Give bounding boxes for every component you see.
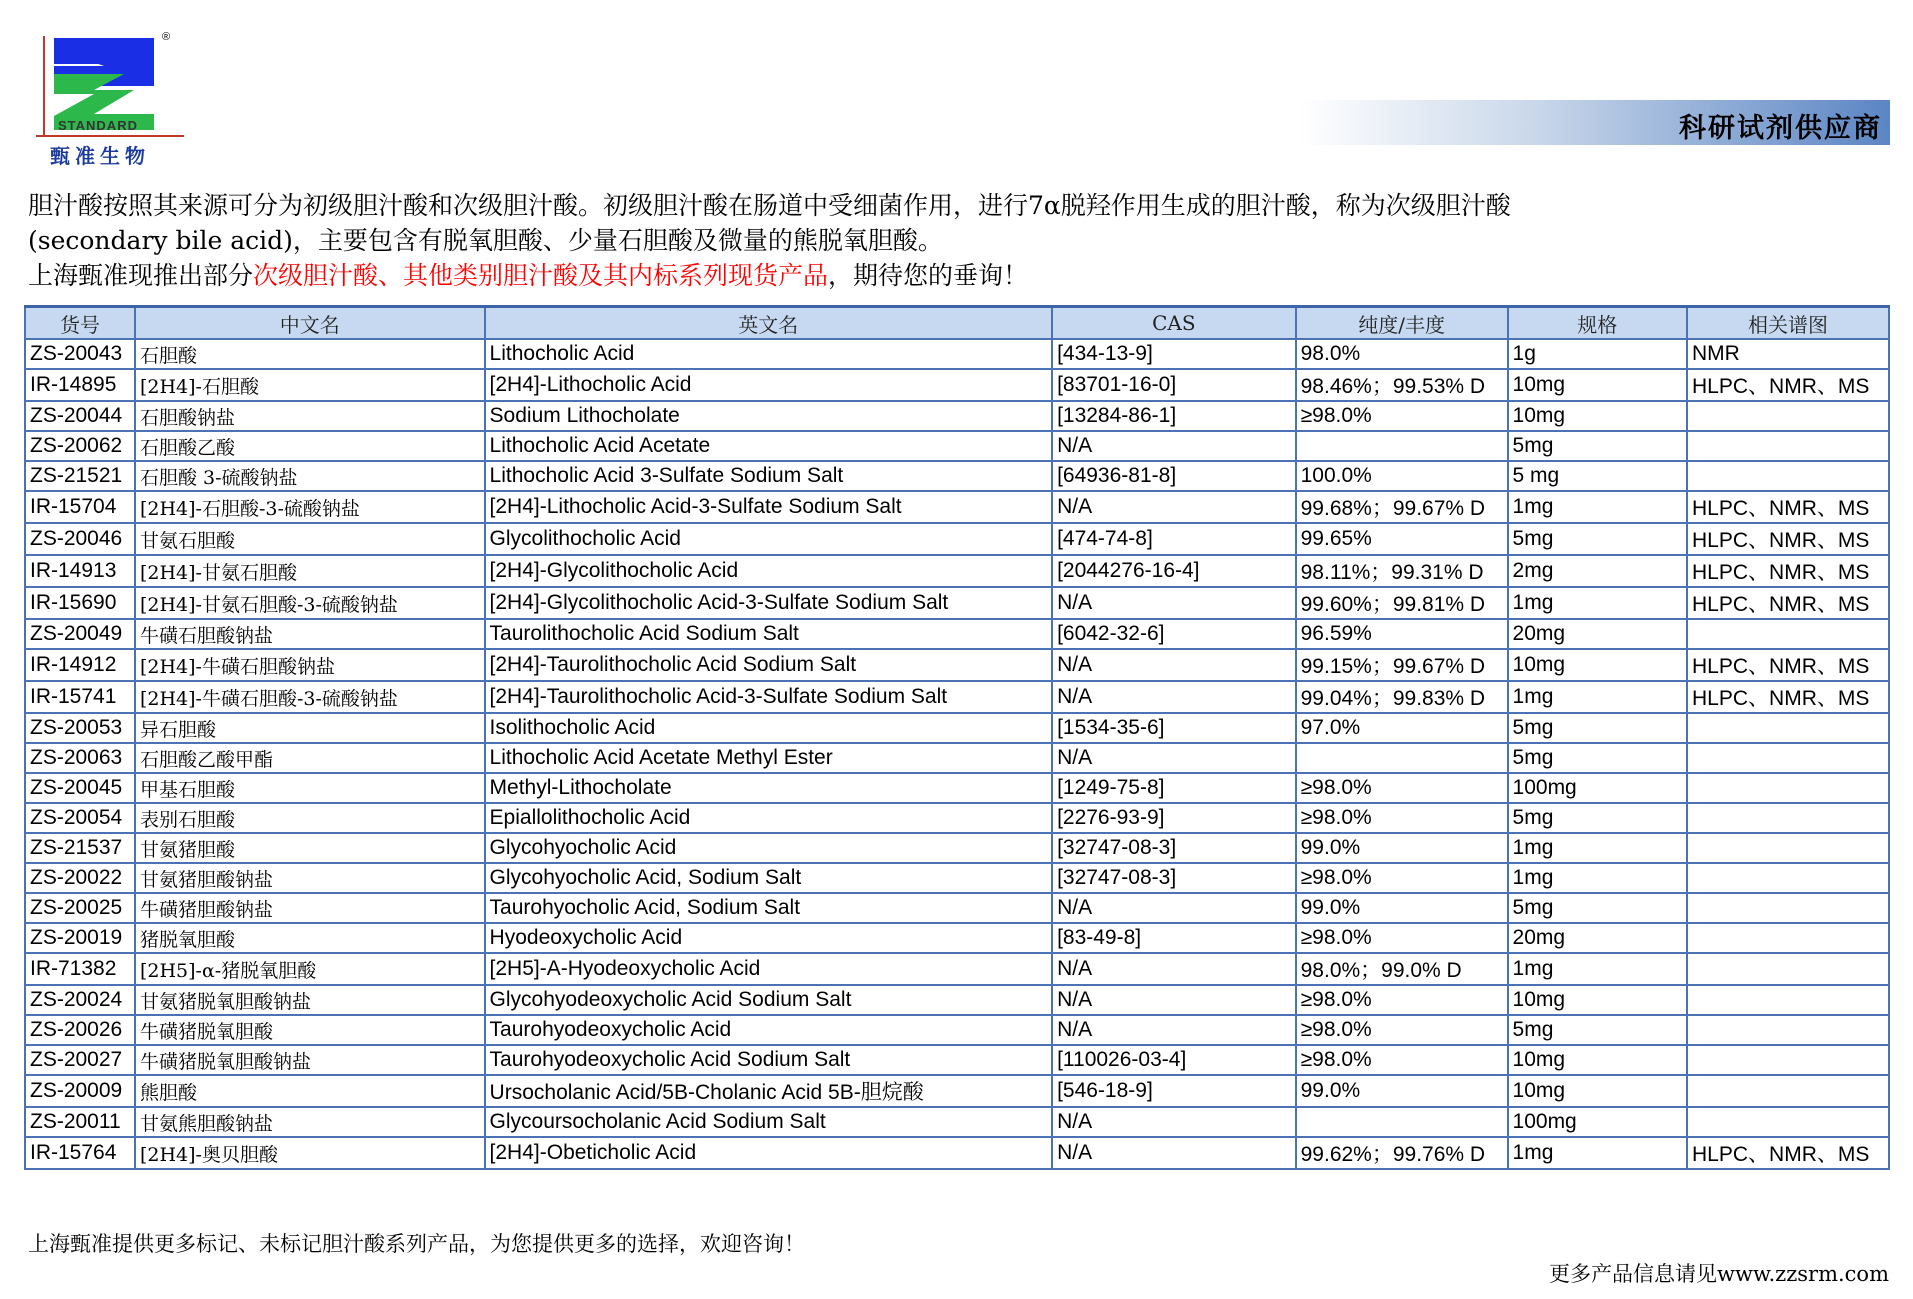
- cell-item-no: ZS-20024: [25, 985, 135, 1015]
- cell-chinese-name: [2H4]-牛磺石胆酸钠盐: [135, 649, 485, 681]
- cell-spec: 5mg: [1508, 1015, 1687, 1045]
- cell-cas: [13284-86-1]: [1052, 401, 1296, 431]
- cell-spec: 1mg: [1508, 681, 1687, 713]
- cell-spectra: HLPC、NMR、MS: [1687, 555, 1889, 587]
- cell-spec: 100mg: [1508, 773, 1687, 803]
- cell-chinese-name: [2H4]-甘氨石胆酸: [135, 555, 485, 587]
- cell-cas: N/A: [1052, 1107, 1296, 1137]
- cell-english-name: [2H4]-Glycolithocholic Acid: [485, 555, 1053, 587]
- cell-spectra: [1687, 1075, 1889, 1107]
- cell-spec: 10mg: [1508, 369, 1687, 401]
- cell-purity: 99.15%；99.67% D: [1296, 649, 1508, 681]
- cell-item-no: IR-15690: [25, 587, 135, 619]
- cell-purity: 99.0%: [1296, 893, 1508, 923]
- cell-spectra: HLPC、NMR、MS: [1687, 369, 1889, 401]
- cell-spec: 5mg: [1508, 713, 1687, 743]
- cell-chinese-name: 熊胆酸: [135, 1075, 485, 1107]
- cell-chinese-name: 石胆酸乙酸: [135, 431, 485, 461]
- cell-spec: 5mg: [1508, 893, 1687, 923]
- cell-english-name: [2H4]-Lithocholic Acid-3-Sulfate Sodium Salt: [485, 491, 1053, 523]
- cell-cas: [110026-03-4]: [1052, 1045, 1296, 1075]
- table-row: [25, 743, 1889, 773]
- cell-spectra: [1687, 923, 1889, 953]
- logo-brand-en: STANDARD: [58, 118, 138, 133]
- cell-spec: 5mg: [1508, 431, 1687, 461]
- cell-chinese-name: 石胆酸 3-硫酸钠盐: [135, 461, 485, 491]
- cell-spec: 1mg: [1508, 953, 1687, 985]
- cell-english-name: [2H4]-Taurolithocholic Acid-3-Sulfate Sodium Salt: [485, 681, 1053, 713]
- cell-english-name: [2H4]-Taurolithocholic Acid Sodium Salt: [485, 649, 1053, 681]
- cell-item-no: ZS-20022: [25, 863, 135, 893]
- intro-line-2: (secondary bile acid)，主要包含有脱氧胆酸、少量石胆酸及微量的熊脱氧胆酸。: [28, 226, 943, 255]
- table-row: [25, 491, 1889, 523]
- cell-cas: [64936-81-8]: [1052, 461, 1296, 491]
- cell-item-no: IR-71382: [25, 953, 135, 985]
- cell-spectra: [1687, 833, 1889, 863]
- cell-item-no: ZS-20062: [25, 431, 135, 461]
- cell-purity: 99.62%；99.76% D: [1296, 1137, 1508, 1169]
- cell-spec: 1mg: [1508, 587, 1687, 619]
- cell-purity: 98.0%；99.0% D: [1296, 953, 1508, 985]
- cell-spec: 1g: [1508, 339, 1687, 369]
- cell-spec: 100mg: [1508, 1107, 1687, 1137]
- cell-chinese-name: [2H4]-牛磺石胆酸-3-硫酸钠盐: [135, 681, 485, 713]
- cell-purity: 99.0%: [1296, 833, 1508, 863]
- cell-item-no: IR-14912: [25, 649, 135, 681]
- cell-spectra: [1687, 431, 1889, 461]
- cell-chinese-name: 甘氨猪胆酸钠盐: [135, 863, 485, 893]
- cell-spectra: HLPC、NMR、MS: [1687, 491, 1889, 523]
- cell-chinese-name: 表别石胆酸: [135, 803, 485, 833]
- cell-spec: 1mg: [1508, 863, 1687, 893]
- table-row: [25, 649, 1889, 681]
- column-header-item-no: 货号: [25, 307, 135, 340]
- cell-english-name: Lithocholic Acid: [485, 339, 1053, 369]
- company-logo: [34, 28, 194, 168]
- cell-purity: ≥98.0%: [1296, 923, 1508, 953]
- cell-cas: N/A: [1052, 1015, 1296, 1045]
- cell-item-no: ZS-20027: [25, 1045, 135, 1075]
- cell-spec: 1mg: [1508, 491, 1687, 523]
- cell-english-name: [2H4]-Glycolithocholic Acid-3-Sulfate Sodium Salt: [485, 587, 1053, 619]
- cell-spec: 20mg: [1508, 923, 1687, 953]
- cell-english-name: Ursocholanic Acid/5B-Cholanic Acid 5B-胆烷酸: [485, 1075, 1053, 1107]
- cell-english-name: Glycolithocholic Acid: [485, 523, 1053, 555]
- cell-english-name: Taurohyocholic Acid, Sodium Salt: [485, 893, 1053, 923]
- cell-spec: 2mg: [1508, 555, 1687, 587]
- cell-purity: 99.0%: [1296, 1075, 1508, 1107]
- table-row: [25, 681, 1889, 713]
- cell-english-name: Glycohyocholic Acid, Sodium Salt: [485, 863, 1053, 893]
- cell-purity: 99.04%；99.83% D: [1296, 681, 1508, 713]
- cell-spectra: HLPC、NMR、MS: [1687, 1137, 1889, 1169]
- cell-purity: ≥98.0%: [1296, 401, 1508, 431]
- table-row: [25, 713, 1889, 743]
- cell-chinese-name: 牛磺猪脱氧胆酸钠盐: [135, 1045, 485, 1075]
- cell-cas: N/A: [1052, 985, 1296, 1015]
- banner-text: 科研试剂供应商: [1679, 113, 1882, 144]
- table-row: [25, 587, 1889, 619]
- cell-english-name: Lithocholic Acid Acetate: [485, 431, 1053, 461]
- cell-cas: [474-74-8]: [1052, 523, 1296, 555]
- table-row: [25, 1015, 1889, 1045]
- table-row: [25, 619, 1889, 649]
- cell-chinese-name: 石胆酸乙酸甲酯: [135, 743, 485, 773]
- cell-cas: [32747-08-3]: [1052, 863, 1296, 893]
- cell-english-name: [2H4]-Obeticholic Acid: [485, 1137, 1053, 1169]
- column-header-spec: 规格: [1508, 307, 1687, 340]
- cell-chinese-name: 牛磺猪胆酸钠盐: [135, 893, 485, 923]
- cell-purity: [1296, 743, 1508, 773]
- cell-cas: N/A: [1052, 587, 1296, 619]
- cell-item-no: ZS-20045: [25, 773, 135, 803]
- cell-cas: N/A: [1052, 1137, 1296, 1169]
- cell-spectra: [1687, 1045, 1889, 1075]
- intro-line-3: [28, 258, 1888, 293]
- cell-spec: 10mg: [1508, 401, 1687, 431]
- cell-chinese-name: 异石胆酸: [135, 713, 485, 743]
- intro-paragraph: [28, 188, 1888, 293]
- cell-chinese-name: 甘氨石胆酸: [135, 523, 485, 555]
- header-banner: [1300, 100, 1890, 145]
- cell-cas: [83-49-8]: [1052, 923, 1296, 953]
- cell-spectra: [1687, 985, 1889, 1015]
- table-row: [25, 369, 1889, 401]
- cell-chinese-name: [2H4]-石胆酸: [135, 369, 485, 401]
- cell-spectra: [1687, 953, 1889, 985]
- cell-cas: N/A: [1052, 953, 1296, 985]
- table-row: [25, 523, 1889, 555]
- cell-spectra: [1687, 461, 1889, 491]
- cell-purity: 98.11%；99.31% D: [1296, 555, 1508, 587]
- table-row: [25, 893, 1889, 923]
- cell-item-no: IR-15764: [25, 1137, 135, 1169]
- table-row: [25, 1137, 1889, 1169]
- cell-purity: 99.68%；99.67% D: [1296, 491, 1508, 523]
- table-row: [25, 803, 1889, 833]
- cell-item-no: IR-14913: [25, 555, 135, 587]
- cell-english-name: Glycohyocholic Acid: [485, 833, 1053, 863]
- cell-item-no: IR-15741: [25, 681, 135, 713]
- cell-chinese-name: 牛磺石胆酸钠盐: [135, 619, 485, 649]
- cell-english-name: Epiallolithocholic Acid: [485, 803, 1053, 833]
- cell-purity: 97.0%: [1296, 713, 1508, 743]
- cell-item-no: ZS-20009: [25, 1075, 135, 1107]
- cell-chinese-name: 牛磺猪脱氧胆酸: [135, 1015, 485, 1045]
- cell-spectra: HLPC、NMR、MS: [1687, 587, 1889, 619]
- cell-english-name: Sodium Lithocholate: [485, 401, 1053, 431]
- cell-item-no: ZS-20044: [25, 401, 135, 431]
- cell-cas: [1534-35-6]: [1052, 713, 1296, 743]
- cell-chinese-name: 石胆酸钠盐: [135, 401, 485, 431]
- cell-spectra: [1687, 1015, 1889, 1045]
- cell-item-no: ZS-20053: [25, 713, 135, 743]
- cell-english-name: Hyodeoxycholic Acid: [485, 923, 1053, 953]
- logo-brand-cn: 甄准生物: [50, 144, 150, 168]
- cell-cas: [32747-08-3]: [1052, 833, 1296, 863]
- footer-note: 上海甄准提供更多标记、未标记胆汁酸系列产品，为您提供更多的选择，欢迎咨询！: [28, 1232, 805, 1256]
- cell-english-name: Lithocholic Acid 3-Sulfate Sodium Salt: [485, 461, 1053, 491]
- cell-spectra: [1687, 863, 1889, 893]
- cell-english-name: Taurolithocholic Acid Sodium Salt: [485, 619, 1053, 649]
- cell-item-no: ZS-20043: [25, 339, 135, 369]
- cell-spec: 10mg: [1508, 649, 1687, 681]
- cell-spectra: HLPC、NMR、MS: [1687, 649, 1889, 681]
- cell-spec: 1mg: [1508, 833, 1687, 863]
- table-row: [25, 1107, 1889, 1137]
- cell-spec: 10mg: [1508, 1075, 1687, 1107]
- cell-purity: [1296, 1107, 1508, 1137]
- cell-spectra: HLPC、NMR、MS: [1687, 523, 1889, 555]
- footer-website[interactable]: 更多产品信息请见www.zzsrm.com: [1549, 1262, 1889, 1286]
- cell-spec: 5mg: [1508, 803, 1687, 833]
- table-row: [25, 401, 1889, 431]
- cell-purity: ≥98.0%: [1296, 803, 1508, 833]
- cell-purity: 99.60%；99.81% D: [1296, 587, 1508, 619]
- cell-item-no: ZS-20026: [25, 1015, 135, 1045]
- table-row: [25, 833, 1889, 863]
- cell-item-no: ZS-21521: [25, 461, 135, 491]
- cell-purity: 100.0%: [1296, 461, 1508, 491]
- cell-chinese-name: 甘氨猪胆酸: [135, 833, 485, 863]
- cell-item-no: ZS-20054: [25, 803, 135, 833]
- table-row: [25, 923, 1889, 953]
- cell-chinese-name: 甲基石胆酸: [135, 773, 485, 803]
- intro-line-1: 胆汁酸按照其来源可分为初级胆汁酸和次级胆汁酸。初级胆汁酸在肠道中受细菌作用，进行7α脱羟作用生成的胆汁酸，称为次级胆汁酸: [28, 191, 1511, 220]
- cell-english-name: [2H4]-Lithocholic Acid: [485, 369, 1053, 401]
- cell-purity: ≥98.0%: [1296, 863, 1508, 893]
- cell-cas: [2044276-16-4]: [1052, 555, 1296, 587]
- cell-chinese-name: 石胆酸: [135, 339, 485, 369]
- cell-spectra: [1687, 1107, 1889, 1137]
- cell-spec: 5mg: [1508, 523, 1687, 555]
- cell-english-name: Glycoursocholanic Acid Sodium Salt: [485, 1107, 1053, 1137]
- cell-cas: N/A: [1052, 491, 1296, 523]
- cell-spec: 5mg: [1508, 743, 1687, 773]
- table-row: [25, 1075, 1889, 1107]
- cell-cas: N/A: [1052, 649, 1296, 681]
- cell-item-no: ZS-21537: [25, 833, 135, 863]
- cell-cas: N/A: [1052, 743, 1296, 773]
- column-header-spectra: 相关谱图: [1687, 307, 1889, 340]
- cell-spectra: [1687, 401, 1889, 431]
- cell-spectra: [1687, 713, 1889, 743]
- cell-item-no: ZS-20011: [25, 1107, 135, 1137]
- cell-chinese-name: 甘氨猪脱氧胆酸钠盐: [135, 985, 485, 1015]
- cell-spec: 1mg: [1508, 1137, 1687, 1169]
- table-row: [25, 461, 1889, 491]
- table-header-row: [25, 307, 1889, 340]
- cell-spec: 10mg: [1508, 1045, 1687, 1075]
- cell-cas: [434-13-9]: [1052, 339, 1296, 369]
- cell-item-no: ZS-20063: [25, 743, 135, 773]
- cell-spectra: [1687, 619, 1889, 649]
- cell-english-name: Lithocholic Acid Acetate Methyl Ester: [485, 743, 1053, 773]
- cell-item-no: ZS-20019: [25, 923, 135, 953]
- cell-item-no: IR-15704: [25, 491, 135, 523]
- cell-english-name: Taurohyodeoxycholic Acid Sodium Salt: [485, 1045, 1053, 1075]
- product-table: [24, 305, 1890, 1170]
- cell-purity: [1296, 431, 1508, 461]
- cell-spectra: NMR: [1687, 339, 1889, 369]
- table-row: [25, 773, 1889, 803]
- cell-purity: ≥98.0%: [1296, 773, 1508, 803]
- cell-chinese-name: [2H4]-甘氨石胆酸-3-硫酸钠盐: [135, 587, 485, 619]
- cell-cas: [83701-16-0]: [1052, 369, 1296, 401]
- column-header-chinese-name: 中文名: [135, 307, 485, 340]
- cell-spec: 5 mg: [1508, 461, 1687, 491]
- cell-cas: [6042-32-6]: [1052, 619, 1296, 649]
- cell-cas: [2276-93-9]: [1052, 803, 1296, 833]
- cell-purity: 98.0%: [1296, 339, 1508, 369]
- cell-chinese-name: [2H4]-石胆酸-3-硫酸钠盐: [135, 491, 485, 523]
- table-row: [25, 953, 1889, 985]
- cell-english-name: Isolithocholic Acid: [485, 713, 1053, 743]
- cell-spectra: [1687, 743, 1889, 773]
- cell-cas: N/A: [1052, 893, 1296, 923]
- cell-purity: ≥98.0%: [1296, 1045, 1508, 1075]
- table-row: [25, 339, 1889, 369]
- cell-purity: ≥98.0%: [1296, 1015, 1508, 1045]
- cell-chinese-name: 猪脱氧胆酸: [135, 923, 485, 953]
- registered-mark: ®: [162, 31, 171, 43]
- cell-cas: [1249-75-8]: [1052, 773, 1296, 803]
- table-row: [25, 431, 1889, 461]
- cell-purity: ≥98.0%: [1296, 985, 1508, 1015]
- cell-chinese-name: 甘氨熊胆酸钠盐: [135, 1107, 485, 1137]
- cell-cas: N/A: [1052, 681, 1296, 713]
- cell-item-no: ZS-20049: [25, 619, 135, 649]
- cell-spectra: HLPC、NMR、MS: [1687, 681, 1889, 713]
- cell-spectra: [1687, 893, 1889, 923]
- cell-purity: 99.65%: [1296, 523, 1508, 555]
- cell-cas: N/A: [1052, 431, 1296, 461]
- intro-line-3-suffix: ，期待您的垂询！: [828, 261, 1029, 290]
- cell-spec: 20mg: [1508, 619, 1687, 649]
- intro-highlight: 次级胆汁酸、其他类别胆汁酸及其内标系列现货产品: [253, 261, 829, 290]
- cell-purity: 96.59%: [1296, 619, 1508, 649]
- cell-english-name: Methyl-Lithocholate: [485, 773, 1053, 803]
- cell-item-no: ZS-20025: [25, 893, 135, 923]
- intro-line-3-prefix: 上海甄准现推出部分: [28, 261, 254, 290]
- table-row: [25, 863, 1889, 893]
- column-header-english-name: 英文名: [485, 307, 1053, 340]
- cell-spectra: [1687, 773, 1889, 803]
- column-header-cas: CAS: [1052, 307, 1296, 340]
- cell-chinese-name: [2H5]-α-猪脱氧胆酸: [135, 953, 485, 985]
- table-row: [25, 985, 1889, 1015]
- cell-spectra: [1687, 803, 1889, 833]
- cell-item-no: IR-14895: [25, 369, 135, 401]
- cell-item-no: ZS-20046: [25, 523, 135, 555]
- table-row: [25, 555, 1889, 587]
- cell-english-name: Taurohyodeoxycholic Acid: [485, 1015, 1053, 1045]
- cell-cas: [546-18-9]: [1052, 1075, 1296, 1107]
- cell-english-name: Glycohyodeoxycholic Acid Sodium Salt: [485, 985, 1053, 1015]
- cell-purity: 98.46%；99.53% D: [1296, 369, 1508, 401]
- table-row: [25, 1045, 1889, 1075]
- cell-english-name: [2H5]-A-Hyodeoxycholic Acid: [485, 953, 1053, 985]
- cell-spec: 10mg: [1508, 985, 1687, 1015]
- cell-chinese-name: [2H4]-奥贝胆酸: [135, 1137, 485, 1169]
- column-header-purity: 纯度/丰度: [1296, 307, 1508, 340]
